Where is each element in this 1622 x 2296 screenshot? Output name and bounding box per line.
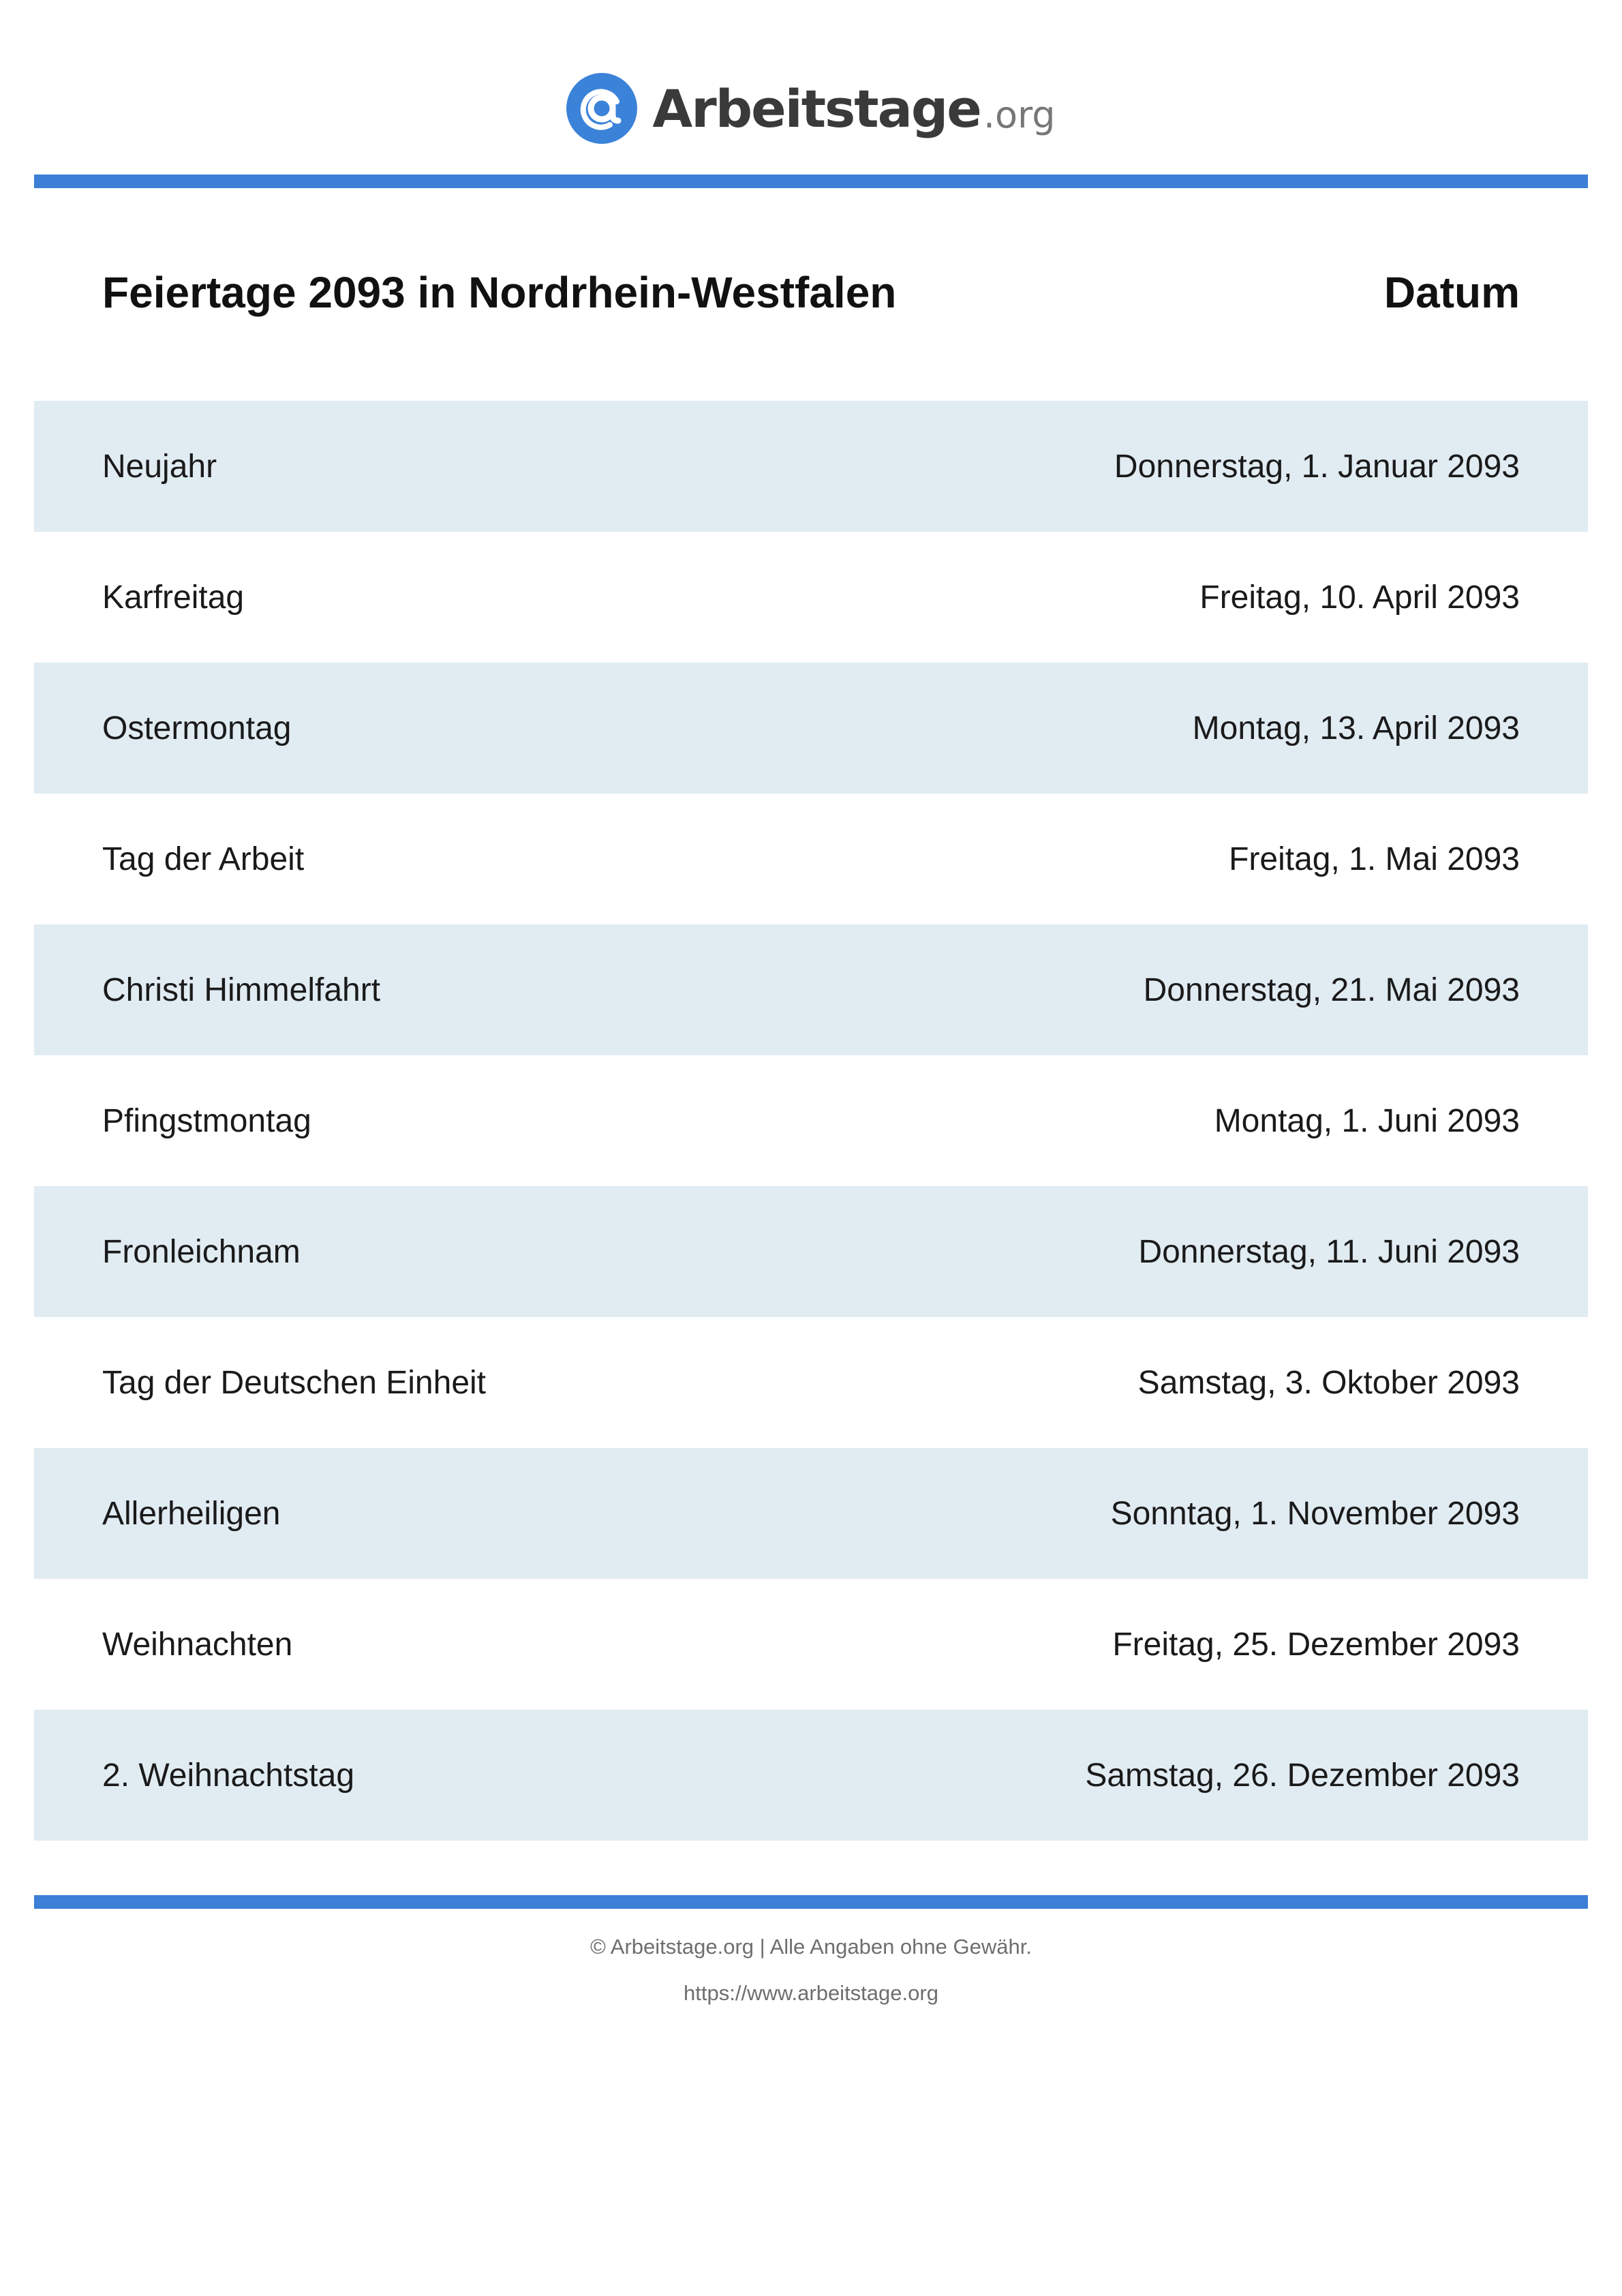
table-title: Feiertage 2093 in Nordrhein-Westfalen — [102, 268, 897, 317]
holiday-date: Freitag, 25. Dezember 2093 — [1112, 1626, 1520, 1663]
table-row — [34, 1448, 1588, 1579]
holiday-name: Tag der Deutschen Einheit — [102, 1364, 487, 1401]
table-row — [34, 924, 1588, 1055]
table-row — [34, 1579, 1588, 1710]
holiday-name: Neujahr — [102, 448, 217, 485]
holiday-date: Freitag, 10. April 2093 — [1199, 579, 1520, 616]
holiday-name: Tag der Arbeit — [102, 841, 305, 877]
logo-name: Arbeitstage — [652, 78, 981, 139]
table-header — [34, 255, 1588, 330]
table-row — [34, 663, 1588, 794]
footer-url-link[interactable]: https://www.arbeitstage.org — [684, 1981, 938, 2005]
date-column-header: Datum — [1383, 268, 1520, 317]
table-row — [34, 1055, 1588, 1186]
table-row — [34, 1710, 1588, 1841]
holiday-table — [34, 401, 1588, 1841]
holiday-name: Fronleichnam — [102, 1233, 301, 1270]
site-logo[interactable] — [566, 73, 1055, 144]
table-row — [34, 532, 1588, 663]
holiday-date: Donnerstag, 21. Mai 2093 — [1143, 971, 1520, 1008]
table-row — [34, 1186, 1588, 1317]
holiday-name: Allerheiligen — [102, 1495, 281, 1532]
holiday-name: Pfingstmontag — [102, 1102, 311, 1139]
table-row — [34, 794, 1588, 924]
holiday-date: Sonntag, 1. November 2093 — [1110, 1495, 1520, 1532]
holiday-date: Donnerstag, 1. Januar 2093 — [1114, 448, 1520, 485]
holiday-date: Montag, 13. April 2093 — [1192, 710, 1520, 746]
footer-copyright: © Arbeitstage.org | Alle Angaben ohne Gewähr. — [590, 1935, 1032, 1959]
table-row — [34, 1317, 1588, 1448]
holiday-name: Ostermontag — [102, 710, 292, 746]
logo-tld: .org — [983, 93, 1056, 136]
holiday-name: Christi Himmelfahrt — [102, 971, 381, 1008]
holiday-name: 2. Weihnachtstag — [102, 1757, 355, 1794]
site-header — [0, 68, 1622, 149]
holiday-date: Donnerstag, 11. Juni 2093 — [1138, 1233, 1520, 1270]
holiday-date: Freitag, 1. Mai 2093 — [1229, 841, 1520, 877]
top-divider — [34, 175, 1588, 188]
holiday-date: Samstag, 26. Dezember 2093 — [1085, 1757, 1520, 1794]
holiday-name: Weihnachten — [102, 1626, 293, 1663]
holiday-date: Samstag, 3. Oktober 2093 — [1137, 1364, 1520, 1401]
bottom-divider — [34, 1895, 1588, 1909]
holiday-date: Montag, 1. Juni 2093 — [1214, 1102, 1520, 1139]
at-sign-icon — [566, 73, 637, 144]
table-row — [34, 401, 1588, 532]
holiday-name: Karfreitag — [102, 579, 245, 616]
